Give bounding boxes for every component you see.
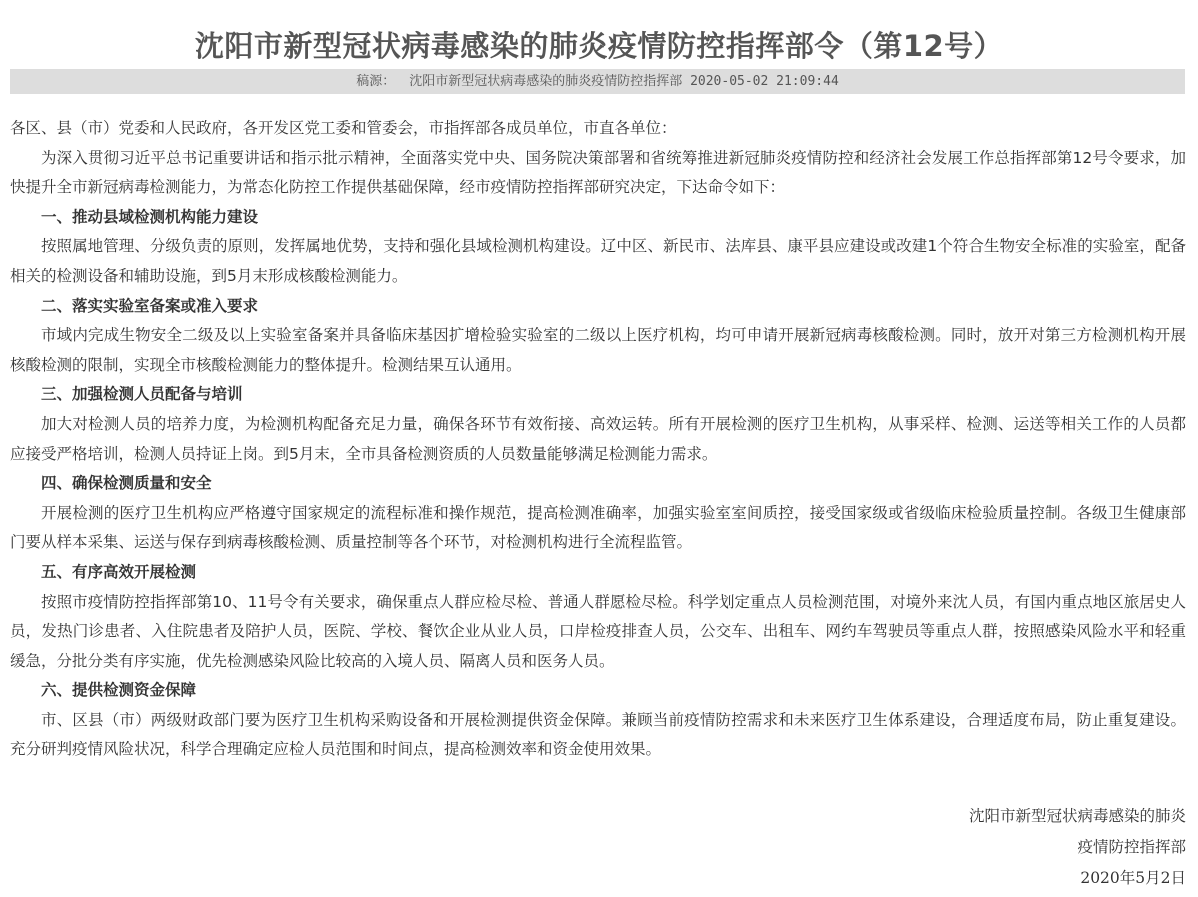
section-heading: 一、推动县域检测机构能力建设 (41, 207, 259, 226)
section-heading: 六、提供检测资金保障 (41, 681, 197, 700)
section-body: 按照市疫情防控指挥部第10、11号令有关要求，确保重点人群应检尽检、普通人群愿检尽检。科学划定重点人员检测范围，对境外来沈人员，有国内重点地区旅居史人员，发热门诊患者、入住院患者及陪护人员，医院、学校、餐饮企业从业人员，口岸检疫排查人员，公交车、出租车、网约车驾驶员等重点人群，按照感染风险水平和轻重缓急，分批分类有序实施，优先检测感染风险比较高的入境人员、隔离人员和医务人员。 (10, 592, 1186, 670)
source-label: 稿源： (356, 74, 396, 89)
source-bar (10, 69, 1185, 94)
section-body: 按照属地管理、分级负责的原则，发挥属地优势，支持和强化县域检测机构建设。辽中区、新民市、法库县、康平县应建设或改建1个符合生物安全标准的实验室，配备相关的检测设备和辅助设施，到5月末形成核酸检测能力。 (10, 237, 1186, 285)
signature-org-line1: 沈阳市新型冠状病毒感染的肺炎 (968, 807, 1186, 825)
section-heading: 三、加强检测人员配备与培训 (41, 385, 243, 404)
source-name: 沈阳市新型冠状病毒感染的肺炎疫情防控指挥部 (409, 74, 683, 89)
source-datetime: 2020-05-02 21:09:44 (690, 74, 839, 89)
section-heading: 二、落实实验室备案或准入要求 (41, 296, 259, 315)
article-body (10, 114, 1186, 765)
article-title: 沈阳市新型冠状病毒感染的肺炎疫情防控指挥部令（第12号） (194, 29, 1004, 64)
signature-date: 2020年5月2日 (1080, 869, 1186, 887)
signature-block (969, 801, 1186, 894)
section-heading: 四、确保检测质量和安全 (41, 474, 212, 493)
section-body: 市、区县（市）两级财政部门要为医疗卫生机构采购设备和开展检测提供资金保障。兼顾当前疫情防控需求和未来医疗卫生体系建设，合理适度布局，防止重复建设。充分研判疫情风险状况，科学合理确定应检人员范围和时间点，提高检测效率和资金使用效果。 (10, 710, 1186, 759)
signature-org-line2: 疫情防控指挥部 (1077, 838, 1186, 856)
salutation: 各区、县（市）党委和人民政府，各开发区党工委和管委会，市指挥部各成员单位，市直各单位： (10, 119, 677, 137)
section-body: 市域内完成生物安全二级及以上实验室备案并具备临床基因扩增检验实验室的二级以上医疗机构，均可申请开展新冠病毒核酸检测。同时，放开对第三方检测机构开展核酸检测的限制，实现全市核酸检测能力的整体提升。检测结果互认通用。 (10, 326, 1186, 374)
section-body: 开展检测的医疗卫生机构应严格遵守国家规定的流程标准和操作规范，提高检测准确率，加强实验室室间质控，接受国家级或省级临床检验质量控制。各级卫生健康部门要从样本采集、运送与保存到病毒核酸检测、质量控制等各个环节，对检测机构进行全流程监管。 (10, 503, 1186, 552)
section-heading: 五、有序高效开展检测 (41, 562, 197, 581)
intro-paragraph: 为深入贯彻习近平总书记重要讲话和指示批示精神，全面落实党中央、国务院决策部署和省统筹推进新冠肺炎疫情防控和经济社会发展工作总指挥部第12号令要求，加快提升全市新冠病毒检测能力，为常态化防控工作提供基础保障，经市疫情防控指挥部研究决定，下达命令如下： (10, 148, 1186, 197)
section-body: 加大对检测人员的培养力度，为检测机构配备充足力量，确保各环节有效衔接、高效运转。所有开展检测的医疗卫生机构，从事采样、检测、运送等相关工作的人员都应接受严格培训，检测人员持证上岗。到5月末，全市具备检测资质的人员数量能够满足检测能力需求。 (10, 414, 1186, 463)
